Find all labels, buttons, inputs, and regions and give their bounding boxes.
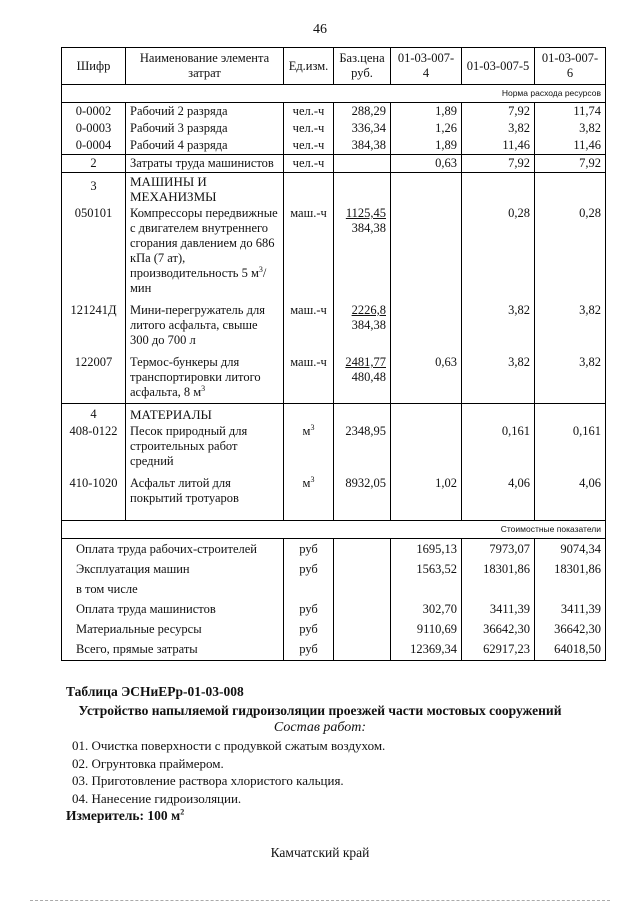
row-unit: маш.-ч xyxy=(284,349,334,404)
cost-unit: руб xyxy=(284,598,334,618)
table-row xyxy=(62,120,606,137)
section-code: 3 xyxy=(62,173,126,206)
work-item: 03. Приготовление раствора хлористого кальция. xyxy=(72,773,344,788)
table-row xyxy=(62,297,606,349)
header-col-3: 01-03-007-6 xyxy=(535,48,606,85)
cost-row xyxy=(62,618,606,638)
row-value-1: 1,89 xyxy=(391,103,462,121)
norm-caption: Норма расхода ресурсов xyxy=(62,85,606,103)
region-footer: Камчатский край xyxy=(270,845,370,860)
row-name: Затраты труда машинистов xyxy=(126,155,284,173)
row-name: Термос-бункеры для транспортировки литого асфальта, 8 $м^3$ xyxy=(126,349,284,404)
row-value-2: 3,82 xyxy=(462,349,535,404)
resource-table xyxy=(61,47,606,661)
row-price: 1125,45 384,38 xyxy=(334,205,391,297)
cost-name: Эксплуатация машин xyxy=(62,558,284,578)
row-code: 0-0004 xyxy=(62,137,126,155)
cost-value-3: 36642,30 xyxy=(535,618,606,638)
row-value-1: 0,63 xyxy=(391,155,462,173)
row-name: Рабочий 3 разряда xyxy=(126,120,284,137)
row-name: Песок природный для строительных работ средний xyxy=(126,423,284,470)
row-value-1 xyxy=(391,423,462,470)
row-value-1: 1,89 xyxy=(391,137,462,155)
row-price: 288,29 xyxy=(334,103,391,121)
cost-row xyxy=(62,638,606,661)
row-value-1: 0,63 xyxy=(391,349,462,404)
table-header-row xyxy=(62,48,606,85)
header-col-2: 01-03-007-5 xyxy=(462,48,535,85)
row-value-1 xyxy=(391,297,462,349)
table-subtitle: Устройство напыляемой гидроизоляции проезжей части мостовых сооружений xyxy=(78,703,562,718)
section-title: МАШИНЫ И МЕХАНИЗМЫ xyxy=(126,173,284,206)
composition-title: Состав работ: xyxy=(273,720,367,735)
row-value-2: 3,82 xyxy=(462,120,535,137)
row-value-2: 0,28 xyxy=(462,205,535,297)
row-name: Компрессоры передвижные с двигателем внутреннего сгорания давлением до 686 кПа (7 ат), производительность 5 $м^3$/мин xyxy=(126,205,284,297)
header-name: Наименование элемента затрат xyxy=(126,48,284,85)
row-unit: маш.-ч xyxy=(284,205,334,297)
section-title: МАТЕРИАЛЫ xyxy=(126,404,284,424)
row-code: 0-0003 xyxy=(62,120,126,137)
section-row-machines xyxy=(62,173,606,206)
row-value-1 xyxy=(391,205,462,297)
measure-unit: Измеритель: 100 $м^2$ xyxy=(66,807,185,823)
work-item: 02. Огрунтовка праймером. xyxy=(72,755,224,771)
row-code: 121241Д xyxy=(62,297,126,349)
row-code: 050101 xyxy=(62,205,126,297)
table-row xyxy=(62,155,606,173)
cost-value-2: 62917,23 xyxy=(462,638,535,661)
row-price: 336,34 xyxy=(334,120,391,137)
row-unit: $м^3$ xyxy=(284,423,334,470)
cost-value-1: 12369,34 xyxy=(391,638,462,661)
cost-value-2: 36642,30 xyxy=(462,618,535,638)
row-price xyxy=(334,155,391,173)
row-value-1: 1,26 xyxy=(391,120,462,137)
row-value-3: 11,46 xyxy=(535,137,606,155)
row-value-2: 0,161 xyxy=(462,423,535,470)
row-code: 122007 xyxy=(62,349,126,404)
header-price: Баз.цена руб. xyxy=(334,48,391,85)
row-value-2: 11,46 xyxy=(462,137,535,155)
cost-value-3: 9074,34 xyxy=(535,539,606,559)
row-name: Асфальт литой для покрытий тротуаров xyxy=(126,470,284,521)
row-code: 2 xyxy=(62,155,126,173)
row-price: 8932,05 xyxy=(334,470,391,521)
row-value-3: 3,82 xyxy=(535,349,606,404)
cost-unit: руб xyxy=(284,539,334,559)
cost-value-2: 18301,86 xyxy=(462,558,535,578)
norm-caption-row xyxy=(62,85,606,103)
row-name: Рабочий 4 разряда xyxy=(126,137,284,155)
row-name: Мини-перегружатель для литого асфальта, свыше 300 до 700 л xyxy=(126,297,284,349)
work-item: 04. Нанесение гидроизоляции. xyxy=(72,790,242,806)
row-unit: маш.-ч xyxy=(284,297,334,349)
header-code: Шифр xyxy=(62,48,126,85)
table-row xyxy=(62,423,606,470)
footer-divider xyxy=(30,900,610,901)
header-unit: Ед.изм. xyxy=(284,48,334,85)
cost-row xyxy=(62,598,606,618)
cost-name: в том числе xyxy=(62,578,284,598)
row-code: 410-1020 xyxy=(62,470,126,521)
cost-value-2: 7973,07 xyxy=(462,539,535,559)
table-title: Таблица ЭСНиЕРр-01-03-008 xyxy=(66,684,244,699)
cost-unit: руб xyxy=(284,558,334,578)
row-unit: $м^3$ xyxy=(284,470,334,521)
cost-value-2: 3411,39 xyxy=(462,598,535,618)
row-unit: чел.-ч xyxy=(284,155,334,173)
cost-name: Материальные ресурсы xyxy=(62,618,284,638)
row-unit: чел.-ч xyxy=(284,103,334,121)
work-item: 01. Очистка поверхности с продувкой сжатым воздухом. xyxy=(72,738,386,753)
row-unit: чел.-ч xyxy=(284,137,334,155)
row-value-2: 7,92 xyxy=(462,103,535,121)
row-value-3: 4,06 xyxy=(535,470,606,521)
section-row-materials xyxy=(62,404,606,424)
table-row xyxy=(62,349,606,404)
cost-row xyxy=(62,558,606,578)
table-row xyxy=(62,137,606,155)
row-price: 384,38 xyxy=(334,137,391,155)
cost-value-1: 302,70 xyxy=(391,598,462,618)
row-price: 2348,95 xyxy=(334,423,391,470)
header-col-1: 01-03-007-4 xyxy=(391,48,462,85)
cost-unit: руб xyxy=(284,638,334,661)
cost-value-3: 3411,39 xyxy=(535,598,606,618)
row-code: 0-0002 xyxy=(62,103,126,121)
row-price: 2481,77 480,48 xyxy=(334,349,391,404)
cost-caption: Стоимостные показатели xyxy=(62,521,606,539)
cost-value-1: 1563,52 xyxy=(391,558,462,578)
cost-row xyxy=(62,578,606,598)
row-value-2: 7,92 xyxy=(462,155,535,173)
cost-value-3: 64018,50 xyxy=(535,638,606,661)
row-value-1: 1,02 xyxy=(391,470,462,521)
row-code: 408-0122 xyxy=(62,423,126,470)
row-value-3: 3,82 xyxy=(535,120,606,137)
cost-caption-row xyxy=(62,521,606,539)
table-row xyxy=(62,205,606,297)
row-unit: чел.-ч xyxy=(284,120,334,137)
cost-name: Оплата труда рабочих-строителей xyxy=(62,539,284,559)
row-value-3: 0,28 xyxy=(535,205,606,297)
row-value-3: 7,92 xyxy=(535,155,606,173)
cost-value-1: 1695,13 xyxy=(391,539,462,559)
row-value-2: 4,06 xyxy=(462,470,535,521)
page-number: 46 xyxy=(313,22,327,37)
cost-value-3: 18301,86 xyxy=(535,558,606,578)
row-value-2: 3,82 xyxy=(462,297,535,349)
works-list xyxy=(72,737,385,807)
row-value-3: 11,74 xyxy=(535,103,606,121)
cost-row xyxy=(62,539,606,559)
row-name: Рабочий 2 разряда xyxy=(126,103,284,121)
row-value-3: 3,82 xyxy=(535,297,606,349)
section-code: 4 xyxy=(62,404,126,424)
row-value-3: 0,161 xyxy=(535,423,606,470)
row-price: 2226,8 384,38 xyxy=(334,297,391,349)
cost-name: Всего, прямые затраты xyxy=(62,638,284,661)
cost-name: Оплата труда машинистов xyxy=(62,598,284,618)
table-row xyxy=(62,103,606,121)
table-row xyxy=(62,470,606,521)
cost-value-1: 9110,69 xyxy=(391,618,462,638)
cost-unit: руб xyxy=(284,618,334,638)
